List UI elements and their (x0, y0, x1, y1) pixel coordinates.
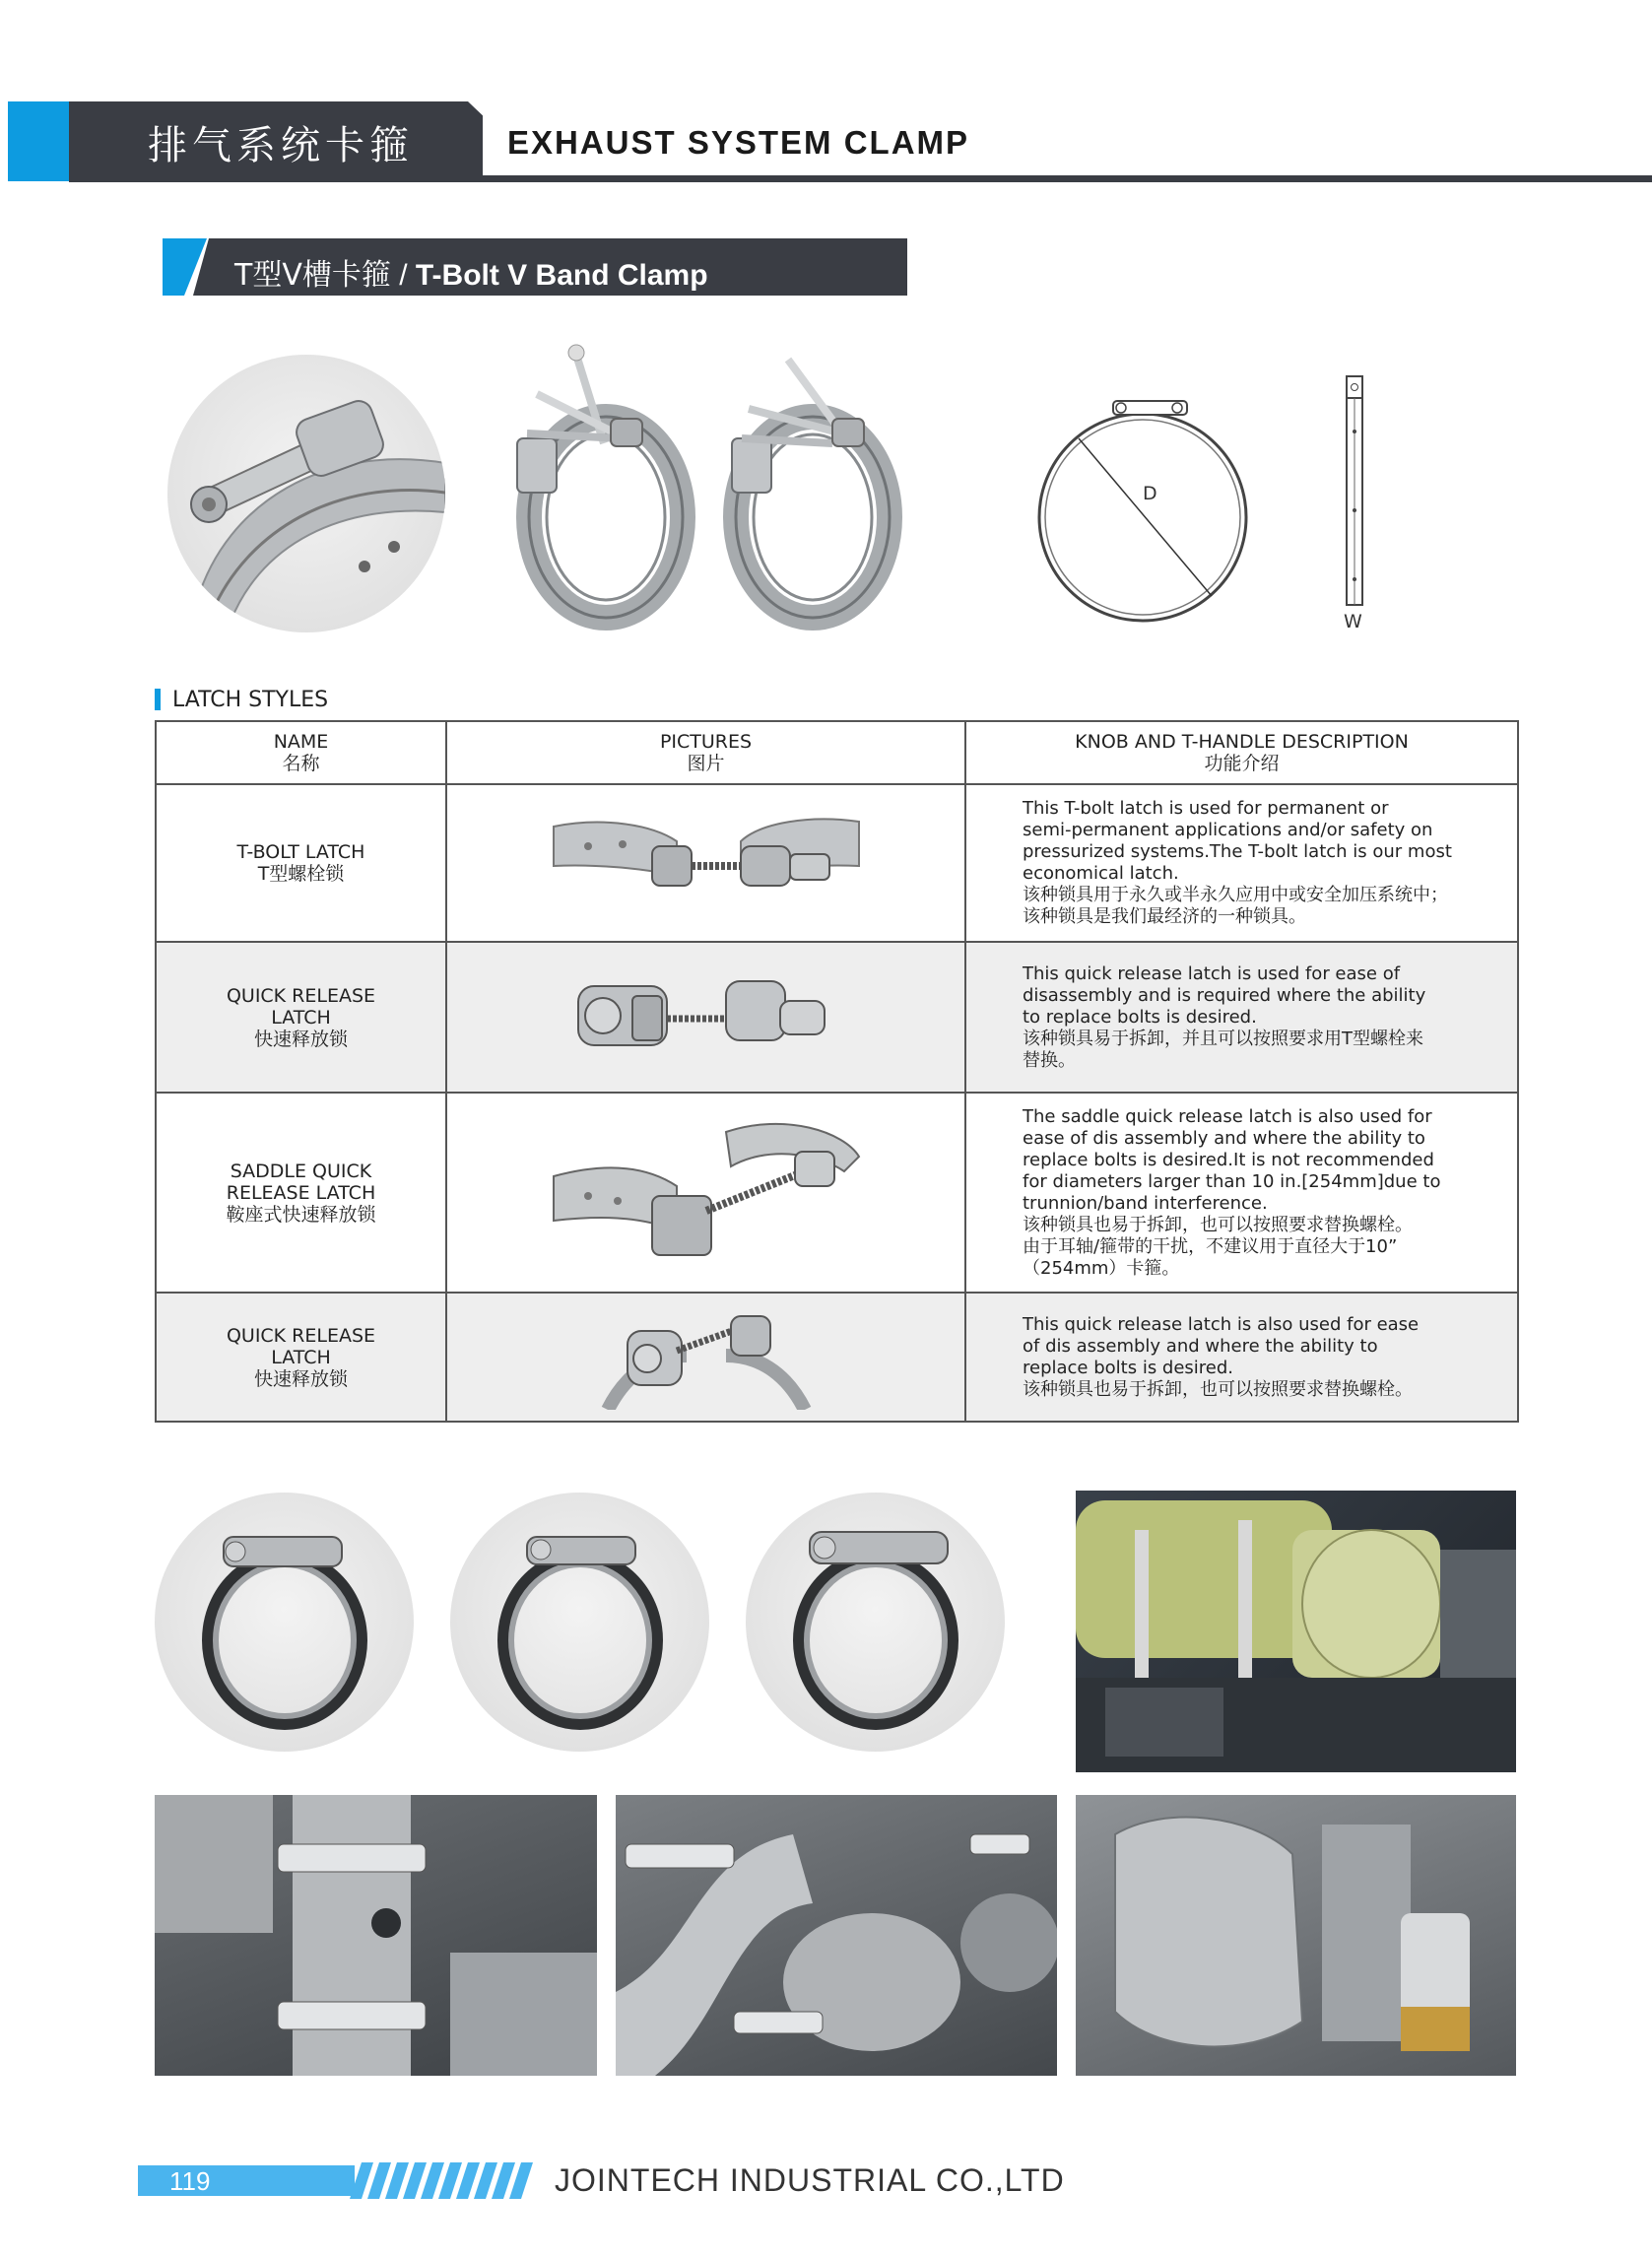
description-line: for diameters larger than 10 in.[254mm]due to (1023, 1170, 1441, 1192)
description-line: This quick release latch is used for ease of (1023, 963, 1401, 984)
width-diagram (1335, 372, 1374, 614)
latch-picture-cell (446, 942, 965, 1093)
diameter-label: D (1143, 483, 1157, 504)
description-line: pressurized systems.The T-bolt latch is our most (1023, 841, 1452, 862)
column-header-pictures (446, 721, 965, 784)
latch-name-en: RELEASE LATCH (226, 1181, 376, 1204)
latch-picture-cell (446, 1093, 965, 1293)
page-number: 119 (169, 2166, 211, 2196)
column-header-pictures-en: PICTURES (659, 731, 753, 753)
section-title-cn: T型V槽卡箍 (234, 258, 391, 293)
header-accent-block (8, 101, 70, 181)
description-line: replace bolts is desired.It is not recommended (1023, 1149, 1434, 1170)
description-line: 该种锁具用于永久或半永久应用中或安全加压系统中； (1023, 885, 1448, 905)
description-line: This T-bolt latch is used for permanent or (1023, 798, 1389, 819)
latch-name-en: QUICK RELEASE (226, 1324, 376, 1347)
section-title-separator: / (390, 259, 416, 292)
description-line: 替换。 (1023, 1049, 1076, 1071)
clamp-ring-illustration (450, 1493, 709, 1752)
description-line: 该种锁具也易于拆卸，也可以按照要求替换螺栓。 (1023, 1214, 1413, 1235)
column-header-name-en: NAME (273, 731, 329, 753)
footer-stripes (350, 2162, 547, 2199)
clamp-photo-1 (497, 335, 709, 631)
description-line: semi-permanent applications and/or safety on (1023, 820, 1433, 840)
header-title-cn: 排气系统卡箍 (148, 123, 414, 168)
footer-stripes-graphic (350, 2162, 547, 2199)
application-photo-pipe-clamps (155, 1795, 597, 2076)
application-photo-muffler (1076, 1491, 1516, 1772)
width-label: W (1344, 611, 1362, 632)
table-header-row (156, 721, 1518, 784)
saddle-quick-release-latch-image (549, 1112, 864, 1270)
latch-description-cell (965, 942, 1518, 1093)
t-bolt-latch-image (544, 807, 869, 915)
quick-release-latch-alt-image (598, 1301, 815, 1410)
product-photo-circle-3 (746, 1493, 1005, 1752)
latch-name-cell (156, 942, 446, 1093)
latch-name-cn: T型螺栓锁 (257, 863, 345, 885)
company-name: JOINTECH INDUSTRIAL CO.,LTD (555, 2162, 1065, 2198)
description-line: The saddle quick release latch is also used for (1023, 1105, 1432, 1127)
latch-picture-cell (446, 1293, 965, 1422)
description-line: This quick release latch is also used for ease (1023, 1313, 1420, 1335)
turbo-illustration (616, 1795, 1057, 2076)
engine-illustration (1076, 1795, 1516, 2076)
latch-name-en: SADDLE QUICK (230, 1160, 372, 1182)
clamp-width-drawing (1335, 372, 1374, 614)
muffler-illustration (1076, 1491, 1516, 1772)
section-title-en: T-Bolt V Band Clamp (415, 259, 708, 292)
description-line: ease of dis assembly and where the ability to (1023, 1127, 1425, 1149)
latch-name-en: LATCH (271, 1006, 331, 1029)
clamp-photo-2 (704, 335, 916, 631)
product-photo-circle-2 (450, 1493, 709, 1752)
latch-name-cn: 快速释放锁 (253, 1028, 348, 1050)
application-photo-engine (1076, 1795, 1516, 2076)
latch-name-en: QUICK RELEASE (226, 984, 376, 1007)
column-header-pictures-cn: 图片 (687, 753, 725, 774)
table-row (156, 942, 1518, 1093)
description-line: economical latch. (1023, 863, 1179, 884)
description-line: replace bolts is desired. (1023, 1357, 1234, 1378)
section-title (234, 250, 708, 294)
latch-name-cn: 鞍座式快速释放锁 (226, 1203, 376, 1226)
description-line: 该种锁具是我们最经济的一种锁具。 (1023, 906, 1306, 927)
column-header-name-cn: 名称 (282, 753, 320, 774)
latch-name-en: T-BOLT LATCH (236, 841, 365, 863)
application-photo-turbo (616, 1795, 1057, 2076)
pipe-clamp-illustration (155, 1795, 597, 2076)
table-row (156, 784, 1518, 942)
latch-picture-cell (446, 784, 965, 942)
latch-description-cell (965, 1093, 1518, 1293)
latch-name-cell (156, 1293, 446, 1422)
description-line: trunnion/band interference. (1023, 1192, 1268, 1214)
clamp-illustration-2 (704, 335, 916, 631)
description-line: 该种锁具也易于拆卸，也可以按照要求替换螺栓。 (1023, 1378, 1413, 1400)
latch-heading-bar (155, 689, 161, 710)
column-header-description-en: KNOB AND T-HANDLE DESCRIPTION (1075, 731, 1409, 753)
clamp-closeup-photo (167, 355, 445, 632)
table-row (156, 1093, 1518, 1293)
latch-description-cell (965, 784, 1518, 942)
latch-description-cell (965, 1293, 1518, 1422)
quick-release-latch-image (559, 962, 854, 1070)
clamp-ring-illustration (155, 1493, 414, 1752)
description-line: （254mm）卡箍。 (1023, 1257, 1180, 1279)
latch-styles-heading: LATCH STYLES (172, 688, 329, 712)
column-header-description (965, 721, 1518, 784)
header-rule (69, 175, 1652, 182)
description-line: disassembly and is required where the ability (1023, 984, 1426, 1006)
clamp-closeup-illustration (167, 355, 445, 632)
column-header-name (156, 721, 446, 784)
column-header-description-cn: 功能介绍 (1204, 753, 1280, 774)
clamp-ring-illustration (746, 1493, 1005, 1752)
clamp-illustration-1 (497, 335, 709, 631)
product-photo-circle-1 (155, 1493, 414, 1752)
latch-name-cell (156, 784, 446, 942)
description-line: to replace bolts is desired. (1023, 1006, 1257, 1028)
latch-name-en: LATCH (271, 1346, 331, 1368)
table-row (156, 1293, 1518, 1422)
description-line: 由于耳轴/箍带的干扰，不建议用于直径大于10” (1023, 1235, 1398, 1257)
latch-name-cn: 快速释放锁 (253, 1367, 348, 1390)
header-title-en: EXHAUST SYSTEM CLAMP (507, 124, 970, 161)
latch-styles-table (155, 720, 1519, 1423)
description-line: 该种锁具易于拆卸，并且可以按照要求用T型螺栓来 (1023, 1028, 1423, 1049)
description-line: of dis assembly and where the ability to (1023, 1335, 1378, 1357)
latch-name-cell (156, 1093, 446, 1293)
